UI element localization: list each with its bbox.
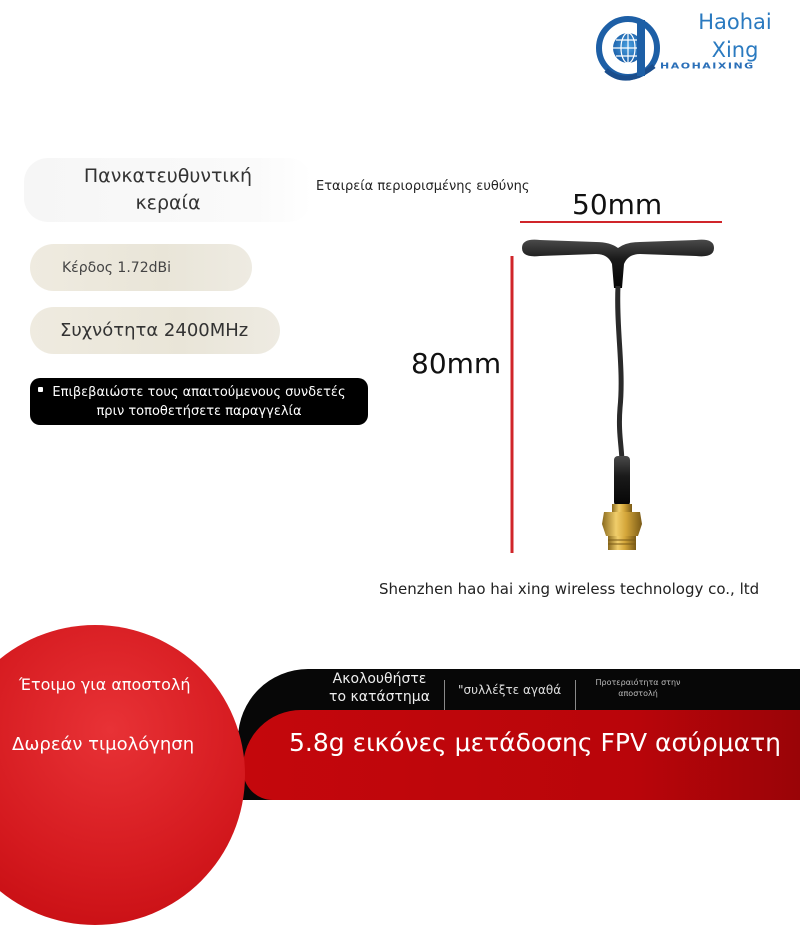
- banner-divider: [575, 680, 576, 710]
- antenna-product-image: [500, 218, 740, 563]
- company-name-greek: Εταιρεία περιορισμένης ευθύνης: [316, 179, 530, 194]
- company-name-english: Shenzhen hao hai xing wireless technology co., ltd: [379, 580, 760, 598]
- brand-small-text: HAOHAIXING: [660, 61, 755, 71]
- frequency-pill: [30, 307, 280, 354]
- bullet-icon: [38, 387, 43, 392]
- height-dimension-label: 80mm: [411, 347, 502, 380]
- ready-to-ship-label: Έτοιμο για αποστολή: [19, 675, 191, 694]
- follow-store-link[interactable]: Ακολουθήστε το κατάστημα: [329, 671, 430, 705]
- frequency-label: Συχνότητα 2400MHz: [60, 320, 249, 341]
- banner-red-circle: [0, 625, 245, 925]
- gain-pill: [30, 244, 252, 291]
- banner-divider: [444, 680, 445, 710]
- width-dimension-label: 50mm: [572, 188, 663, 221]
- collect-goods-link[interactable]: "συλλέξτε αγαθά: [458, 683, 562, 697]
- connector-notice: [30, 378, 368, 425]
- antenna-type-label: Πανκατευθυντική κεραία: [83, 165, 253, 214]
- free-invoice-label: Δωρεάν τιμολόγηση: [12, 734, 195, 755]
- connector-notice-text: Επιβεβαιώστε τους απαιτούμενους συνδετές πριν τοποθετήσετε παραγγελία: [52, 384, 346, 419]
- product-title: 5.8g εικόνες μετάδοσης FPV ασύρματη: [289, 728, 781, 757]
- antenna-type-pill: [24, 158, 312, 222]
- priority-shipping-label: Προτεραιότητα στην αποστολή: [595, 678, 681, 698]
- gain-label: Κέρδος 1.72dBi: [62, 259, 171, 276]
- brand-name: Haohai Xing: [698, 10, 772, 62]
